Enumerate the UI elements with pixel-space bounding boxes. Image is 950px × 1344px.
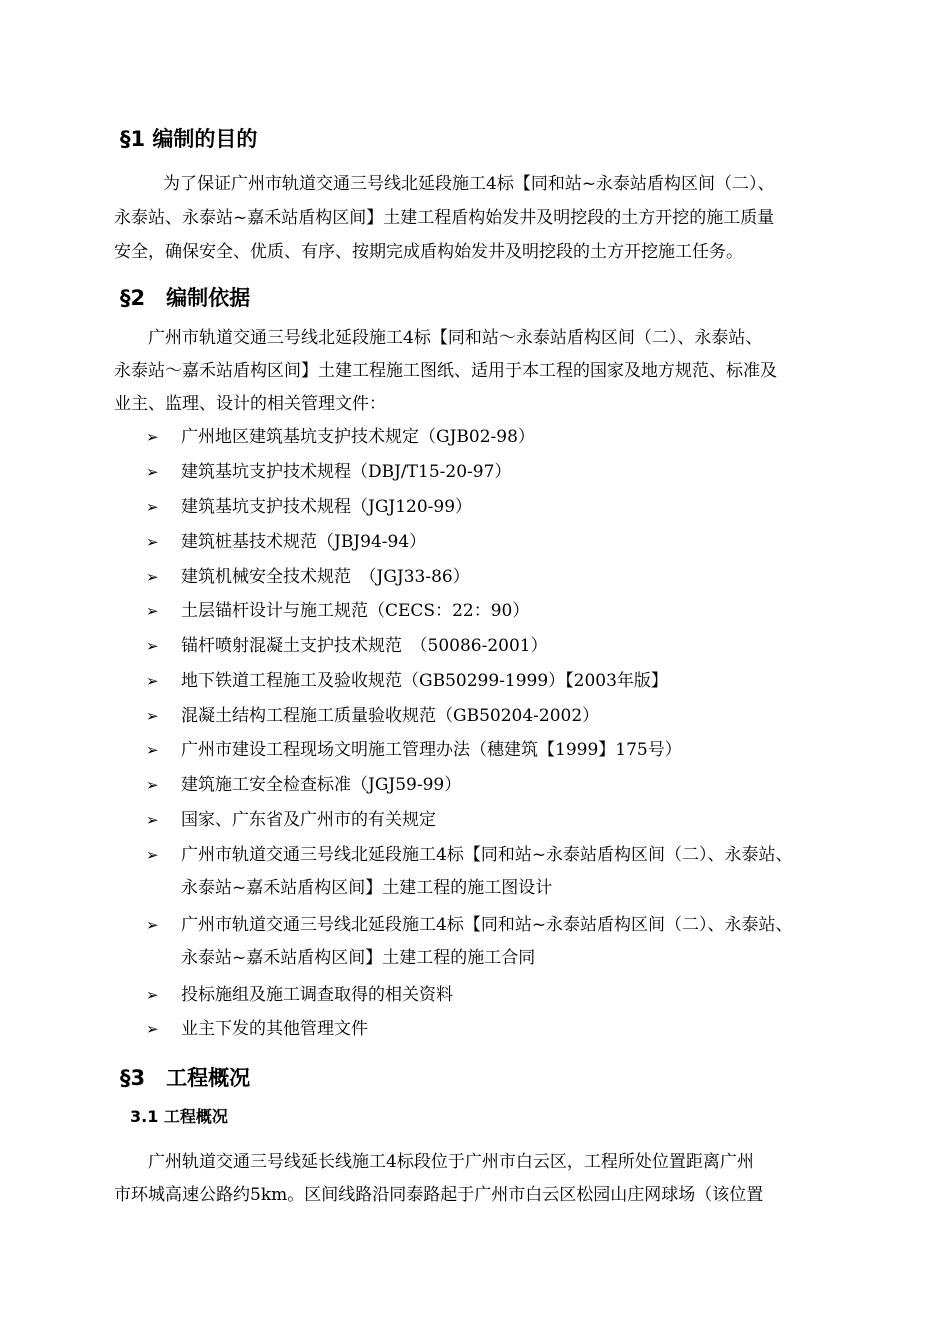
- reference-item-text: 永泰站~嘉禾站盾构区间】土建工程的施工图设计: [181, 878, 553, 898]
- bullet-arrow-icon: ➢: [146, 533, 159, 551]
- bullet-arrow-icon: ➢: [146, 637, 159, 655]
- bullet-arrow-icon: ➢: [146, 741, 159, 759]
- section-3-1-subheading: 3.1 工程概况: [130, 1107, 228, 1126]
- bullet-arrow-icon: ➢: [146, 1020, 159, 1038]
- bullet-arrow-icon: ➢: [146, 428, 159, 446]
- section-3-paragraph-line: 市环城高速公路约5km。区间线路沿同泰路起于广州市白云区松园山庄网球场（该位置: [114, 1185, 764, 1205]
- bullet-arrow-icon: ➢: [146, 672, 159, 690]
- bullet-arrow-icon: ➢: [146, 568, 159, 586]
- reference-item-text: 广州市轨道交通三号线北延段施工4标【同和站~永泰站盾构区间（二）、永泰站、: [181, 845, 793, 865]
- bullet-arrow-icon: ➢: [146, 916, 159, 934]
- reference-item-text: 业主下发的其他管理文件: [181, 1019, 368, 1039]
- reference-item-text: 混凝土结构工程施工质量验收规范（GB50204-2002）: [181, 706, 600, 726]
- bullet-arrow-icon: ➢: [146, 846, 159, 864]
- section-2-paragraph-line: 广州市轨道交通三号线北延段施工4标【同和站～永泰站盾构区间（二）、永泰站、: [148, 328, 763, 348]
- reference-item-text: 建筑桩基技术规范（JBJ94-94）: [181, 532, 427, 552]
- reference-item-text: 投标施组及施工调查取得的相关资料: [181, 985, 453, 1005]
- reference-item-text: 建筑机械安全技术规范 （JGJ33-86）: [181, 567, 470, 587]
- reference-item-text: 建筑基坑支护技术规程（JGJ120-99）: [181, 497, 473, 517]
- reference-item-text: 国家、广东省及广州市的有关规定: [181, 810, 436, 830]
- reference-item-text: 广州地区建筑基坑支护技术规定（GJB02-98）: [181, 427, 535, 447]
- section-2-heading: §2 编制依据: [120, 286, 251, 310]
- reference-item-text: 广州市轨道交通三号线北延段施工4标【同和站~永泰站盾构区间（二）、永泰站、: [181, 915, 793, 935]
- bullet-arrow-icon: ➢: [146, 986, 159, 1004]
- reference-item-text: 锚杆喷射混凝土支护技术规范 （50086-2001）: [181, 636, 548, 656]
- bullet-arrow-icon: ➢: [146, 776, 159, 794]
- section-2-paragraph-line: 业主、监理、设计的相关管理文件：: [114, 394, 386, 414]
- reference-item-text: 永泰站~嘉禾站盾构区间】土建工程的施工合同: [181, 948, 536, 968]
- section-1-paragraph-line: 永泰站、永泰站~嘉禾站盾构区间】土建工程盾构始发井及明挖段的土方开挖的施工质量: [114, 208, 775, 228]
- section-3-paragraph-line: 广州轨道交通三号线延长线施工4标段位于广州市白云区，工程所处位置距离广州: [148, 1152, 754, 1172]
- section-1-paragraph-line: 为了保证广州市轨道交通三号线北延段施工4标【同和站~永泰站盾构区间（二）、: [163, 174, 775, 194]
- section-1-heading: §1 编制的目的: [120, 127, 258, 151]
- bullet-arrow-icon: ➢: [146, 463, 159, 481]
- bullet-arrow-icon: ➢: [146, 498, 159, 516]
- reference-item-text: 地下铁道工程施工及验收规范（GB50299-1999）【2003年版】: [181, 671, 668, 691]
- reference-item-text: 建筑施工安全检查标准（JGJ59-99）: [181, 775, 462, 795]
- reference-item-text: 广州市建设工程现场文明施工管理办法（穗建筑【1999】175号）: [181, 740, 682, 760]
- bullet-arrow-icon: ➢: [146, 602, 159, 620]
- section-2-paragraph-line: 永泰站～嘉禾站盾构区间】土建工程施工图纸、适用于本工程的国家及地方规范、标准及: [114, 361, 777, 381]
- reference-item-text: 建筑基坑支护技术规程（DBJ/T15-20-97）: [181, 462, 512, 482]
- reference-item-text: 土层锚杆设计与施工规范（CECS：22：90）: [181, 601, 530, 621]
- section-3-heading: §3 工程概况: [120, 1066, 251, 1090]
- section-1-paragraph-line: 安全，确保安全、优质、有序、按期完成盾构始发井及明挖段的土方开挖施工任务。: [114, 242, 743, 262]
- bullet-arrow-icon: ➢: [146, 811, 159, 829]
- bullet-arrow-icon: ➢: [146, 707, 159, 725]
